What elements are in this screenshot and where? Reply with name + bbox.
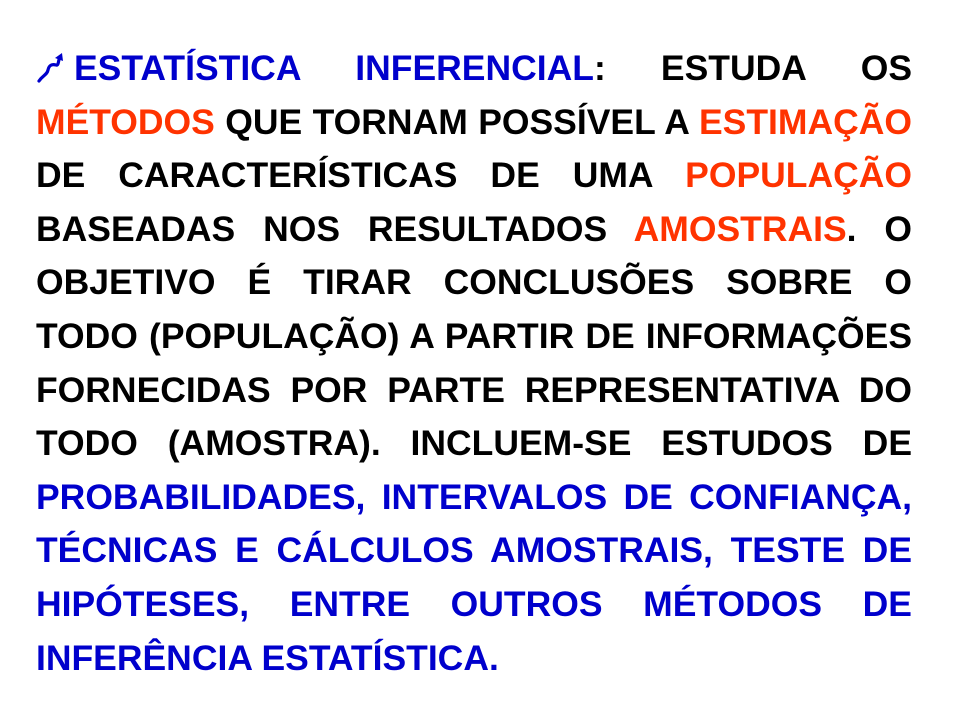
segment-highlight-populacao: POPULAÇÃO	[685, 155, 912, 196]
segment-highlight-metodos: MÉTODOS	[36, 101, 215, 142]
segment-text: BASEADAS NOS RESULTADOS	[36, 208, 634, 249]
segment-methods-list: PROBABILIDADES, INTERVALOS DE CONFIANÇA, TÉCNICAS E CÁLCULOS AMOSTRAIS, TESTE DE HIPÓTESES, ENTRE OUTROS MÉTODOS DE INFERÊNCIA ESTATÍSTICA.	[36, 476, 912, 678]
segment-text: DE CARACTERÍSTICAS DE UMA	[36, 155, 686, 196]
segment-text: QUE TORNAM POSSÍVEL A	[214, 101, 699, 142]
segment-term: ESTATÍSTICA INFERENCIAL	[74, 48, 594, 88]
segment-highlight-amostrais: AMOSTRAIS	[633, 208, 847, 249]
definition-paragraph	[36, 42, 912, 685]
segment-highlight-estimacao: ESTIMAÇÃO	[699, 101, 912, 142]
segment-text: : ESTUDA OS	[593, 48, 912, 88]
segment-text: . O OBJETIVO É TIRAR CONCLUSÕES SOBRE O TODO (POPULAÇÃO) A PARTIR DE INFORMAÇÕES FORNECIDAS POR PARTE REPRESENTATIVA DO TODO (AMOSTRA). INCLUEM-SE ESTUDOS DE	[36, 208, 912, 464]
